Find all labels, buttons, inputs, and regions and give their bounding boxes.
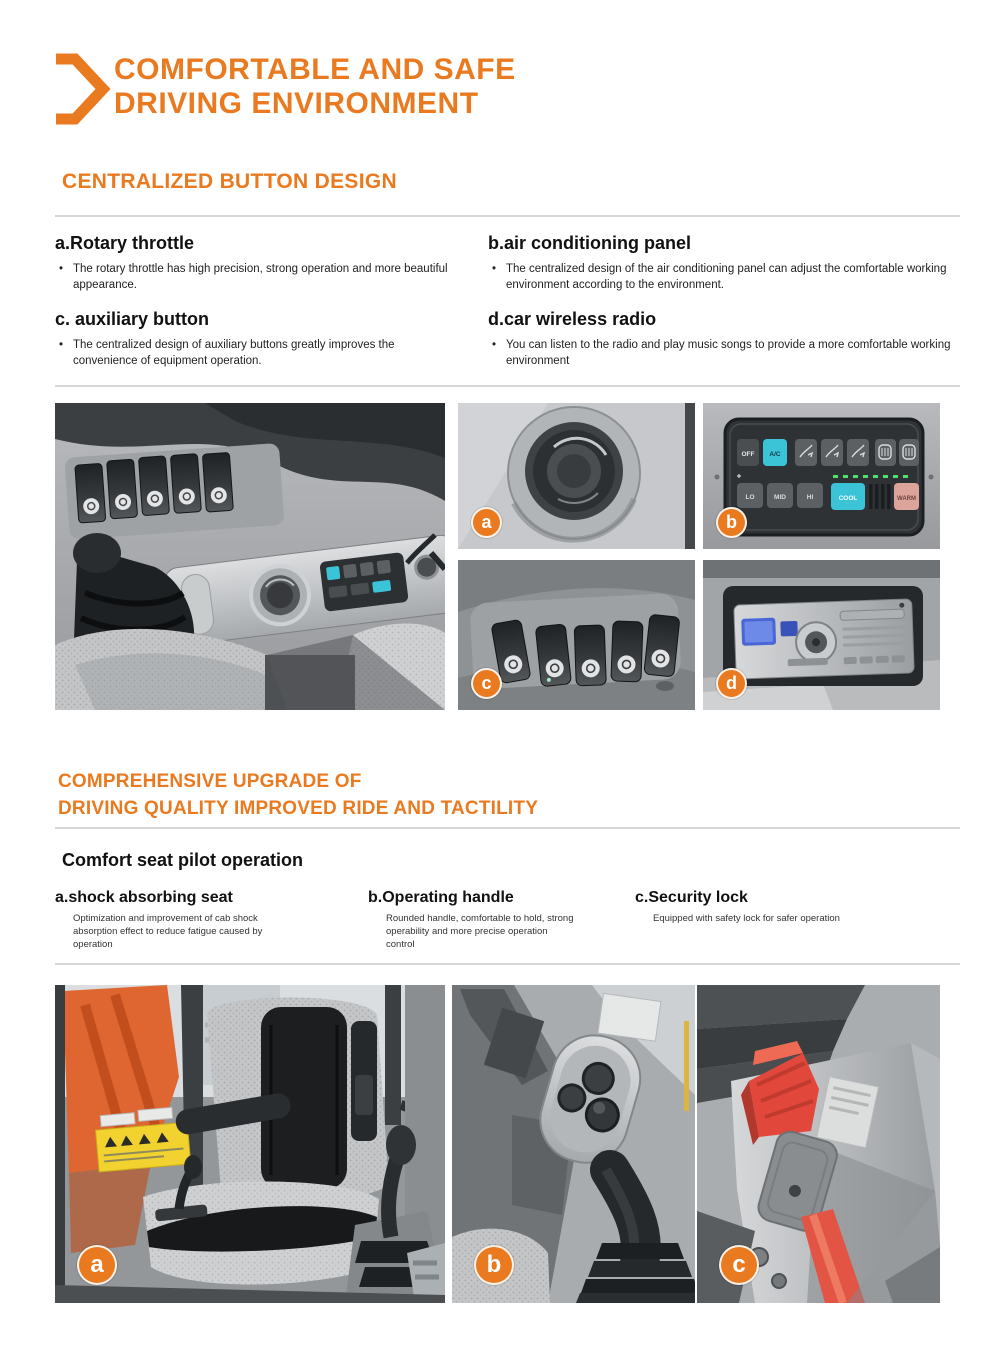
feature-desc: Rounded handle, comfortable to hold, strong operability and more precise operation control	[386, 913, 574, 950]
photo-badge: b	[474, 1245, 514, 1285]
feature-title: c. auxiliary button	[55, 309, 210, 329]
feature-desc: • The rotary throttle has high precision, strong operation and more beautiful appearance.	[55, 261, 451, 293]
photo-security-lock	[697, 985, 940, 1303]
feature-title: a.shock absorbing seat	[55, 889, 233, 906]
chevron-right-icon	[48, 50, 112, 128]
photo-badge: a	[77, 1245, 117, 1285]
ac-ac-label: A/C	[769, 451, 781, 458]
photo-badge: d	[716, 668, 747, 699]
feature-rotary-throttle	[55, 233, 483, 293]
feature-desc: • You can listen to the radio and play music songs to provide a more comfortable working environment	[488, 337, 962, 369]
ac-cool-label: COOL	[838, 495, 858, 502]
feature-column-left	[55, 233, 483, 369]
photo-ac-panel	[703, 403, 940, 549]
feature-title: b.air conditioning panel	[488, 233, 692, 253]
section2-heading-line2: DRIVING QUALITY IMPROVED RIDE AND TACTILITY	[58, 798, 539, 819]
photo-badge: a	[471, 507, 502, 538]
photo-badge: c	[719, 1245, 759, 1285]
section2-heading-line1: COMPREHENSIVE UPGRADE OF	[58, 771, 362, 792]
page-title-line2: DRIVING ENVIRONMENT	[114, 87, 479, 120]
divider	[55, 215, 960, 217]
section2-subheading: Comfort seat pilot operation	[62, 850, 304, 870]
feature-security-lock	[635, 889, 935, 925]
feature-wireless-radio	[488, 309, 962, 369]
feature-column-right	[488, 233, 962, 369]
feature-desc: • The centralized design of auxiliary buttons greatly improves the convenience of equipment operation.	[55, 337, 451, 369]
photo-shock-absorbing-seat	[55, 985, 445, 1303]
ac-mid-label: MID	[774, 494, 786, 501]
feature-desc: • The centralized design of the air conditioning panel can adjust the comfortable working environment according to the environment.	[488, 261, 954, 293]
ac-lo-label: LO	[745, 494, 755, 501]
feature-title: a.Rotary throttle	[55, 233, 195, 253]
section2-heading	[58, 768, 538, 822]
divider	[55, 963, 960, 965]
feature-desc: Equipped with safety lock for safer operation	[653, 913, 840, 924]
divider	[55, 827, 960, 829]
photo-badge: b	[716, 507, 747, 538]
ac-warm-label: WARM	[897, 496, 916, 502]
photo-auxiliary-buttons	[458, 560, 695, 710]
feature-auxiliary-button	[55, 309, 483, 369]
ac-hi-label: HI	[806, 494, 814, 501]
feature-desc: Optimization and improvement of cab shock absorption effect to reduce fatigue caused by operation	[73, 913, 263, 950]
page-title	[114, 53, 516, 121]
page-title-line1: COMFORTABLE AND SAFE	[114, 53, 516, 86]
ac-off-label: OFF	[741, 451, 755, 458]
photo-wireless-radio	[703, 560, 940, 710]
feature-operating-handle	[368, 889, 628, 951]
feature-ac-panel	[488, 233, 962, 293]
section1-heading: CENTRALIZED BUTTON DESIGN	[62, 170, 397, 193]
photo-badge: c	[471, 668, 502, 699]
photo-operating-handle	[452, 985, 695, 1303]
photo-console-overview	[55, 403, 445, 710]
photo-rotary-throttle	[458, 403, 695, 549]
feature-title: c.Security lock	[635, 889, 748, 906]
feature-shock-absorbing-seat	[55, 889, 355, 951]
divider	[55, 385, 960, 387]
feature-title: d.car wireless radio	[488, 309, 657, 329]
feature-title: b.Operating handle	[368, 889, 514, 906]
